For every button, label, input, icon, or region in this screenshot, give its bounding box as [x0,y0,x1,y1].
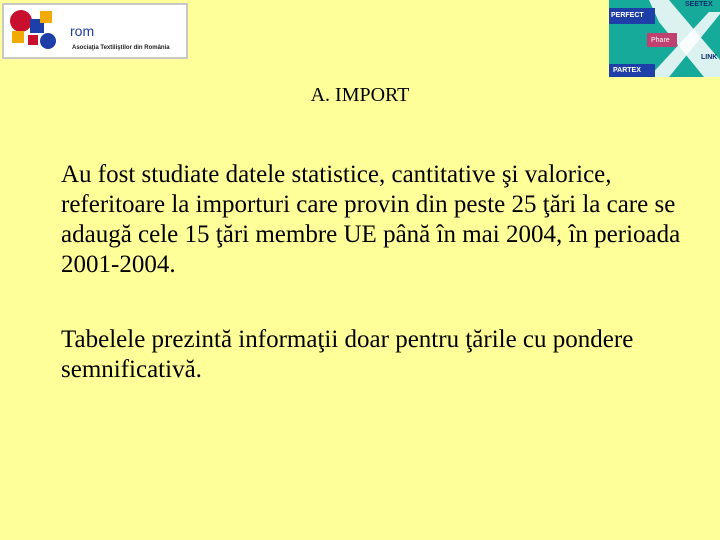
logo-label-seetex: SEETEX [685,1,713,8]
logo-label-perfect: PERFECT [611,12,644,19]
logo-tagline: Asociaţia Textiliştilor din România [72,45,170,51]
paragraph-import-intro: Au fost studiate datele statistice, cantitative şi valorice, referitoare la importuri care provin din peste 25 ţări la care se adaugă cele 15 ţări membre UE până în mai 2004, în perioada 2001-2004. [61,161,681,278]
logo-label-link: LINK [701,54,718,61]
seetex-partner-logo [609,0,720,77]
paragraph-tables-note: Tabelele prezintă informaţii doar pentru ţările cu pondere semnificativă. [61,326,634,383]
logo-label-partex: PARTEX [613,67,641,74]
slide-title: A. IMPORT [310,84,410,106]
logo-brand-text: rom [70,23,95,39]
logo-label-phare: Phare [651,37,670,44]
artec-rom-logo [2,3,188,59]
